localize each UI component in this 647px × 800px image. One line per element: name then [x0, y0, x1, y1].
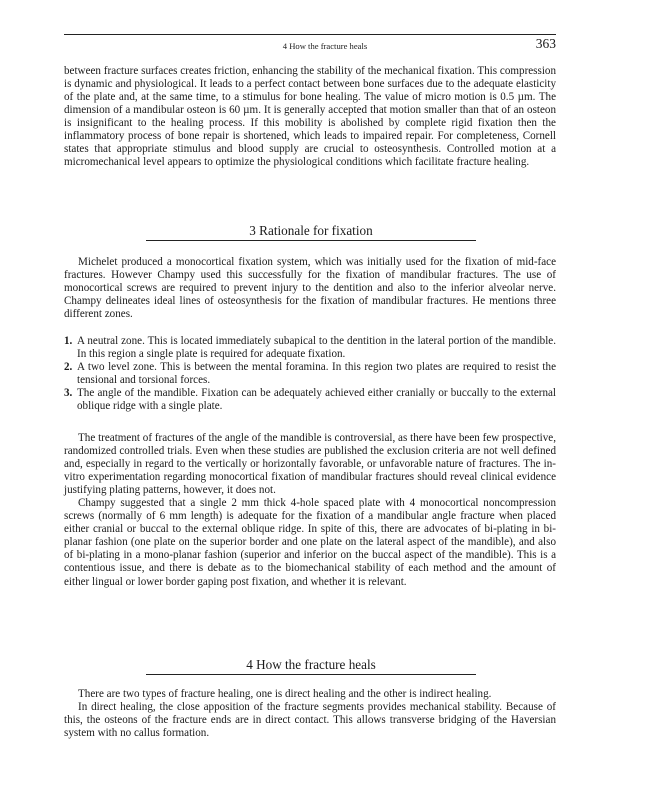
- section-4-paragraph-block: [64, 688, 556, 740]
- list-item-text: A neutral zone. This is located immediately subapical to the dentition in the lateral portion of the mandible. In this region a single plate is required for adequate fixation.: [77, 335, 556, 361]
- list-item-number: 3.: [64, 387, 73, 400]
- section-3-paragraph-3: Champy suggested that a single 2 mm thick 4-hole spaced plate with 4 monocortical noncompression screws (normally of 6 mm length) is adequate for the fixation of a mandibular angle fracture when placed either cranial or buccal to the external oblique ridge. In spite of this, there are advocates of bi-plating in bi-planar fashion (one plate on the superior border and one plate on the lateral aspect of the mandible), and also of bi-plating in a mono-planar fashion (superior and inferior on the buccal aspect of the mandible). This is a contentious issue, and there is debate as to the biomechanical stability of each method and the amount of either lingual or lower border gaping post fixation, and whether it is relevant.: [64, 497, 556, 588]
- section-3-rule: [146, 240, 476, 241]
- list-item: [64, 335, 556, 361]
- intro-paragraph-block: [64, 65, 556, 169]
- header-rule: [64, 34, 556, 35]
- section-3-paragraph-2-block: [64, 432, 556, 589]
- list-item-text: A two level zone. This is between the mental foramina. In this region two plates are required to resist the tensional and torsional forces.: [77, 361, 556, 387]
- section-4-paragraph-2: In direct healing, the close apposition of the fracture segments provides mechanical stability. Because of this, the osteons of the fracture ends are in direct contact. This allows transverse bridging of the Haversian system with no callus formation.: [64, 701, 556, 740]
- running-title: 4 How the fracture heals: [282, 41, 368, 51]
- list-item-number: 2.: [64, 361, 73, 374]
- list-item-text: The angle of the mandible. Fixation can be adequately achieved either cranially or buccally to the external oblique ridge with a single plate.: [77, 387, 556, 413]
- section-3-paragraph-2: The treatment of fractures of the angle of the mandible is controversial, as there have been few prospective, randomized controlled trials. Even when these studies are published the exclusion criteria are not well defined and, especially in regard to the vertically or horizontally favorable, or unfavorable nature of fractures. The in-vitro experimentation regarding monocortical fixation of mandibular fractures should reveal clinical evidence justifying plating patterns, however, it does not.: [64, 432, 556, 497]
- section-4-paragraph-1: There are two types of fracture healing, one is direct healing and the other is indirect healing.: [78, 688, 492, 700]
- section-4-rule: [146, 674, 476, 675]
- zones-list: [64, 335, 556, 413]
- list-item-number: 1.: [64, 335, 73, 347]
- intro-paragraph: between fracture surfaces creates friction, enhancing the stability of the mechanical fixation. This compression is dynamic and physiological. It leads to a perfect contact between bone surfaces due to the adequate elasticity of the plate and, at the same time, to a stimulus for bone healing. The value of micro motion is 0.5 µm. The dimension of a mandibular osteon is 60 µm. It is generally accepted that motion smaller than that of an osteon is insignificant to the healing process. If this mobility is abolished by complete rigid fixation then the inflammatory process of bone repair is shortened, which leads to impaired repair. For completeness, Cornell states that appropriate stimulus and blood supply are crucial to osteosynthesis. Controlled motion at a micromechanical level appears to optimize the physiological conditions which facilitate fracture healing.: [64, 65, 556, 169]
- section-3-paragraph-1: Michelet produced a monocortical fixation system, which was initially used for the fixation of mid-face fractures. However Champy used this successfully for the fixation of mandibular fractures. The use of monocortical screws are required to prevent injury to the dentition and also to the inferior alveolar nerve. Champy delineates ideal lines of osteosynthesis for the fixation of mandibular fractures. He mentions three different zones.: [64, 256, 556, 321]
- list-item: [64, 361, 556, 387]
- list-item: [64, 387, 556, 413]
- section-3-paragraph-1-block: [64, 256, 556, 321]
- page-number: 363: [535, 36, 556, 51]
- section-4-heading: 4 How the fracture heals: [246, 657, 376, 672]
- section-3-heading: 3 Rationale for fixation: [249, 223, 373, 238]
